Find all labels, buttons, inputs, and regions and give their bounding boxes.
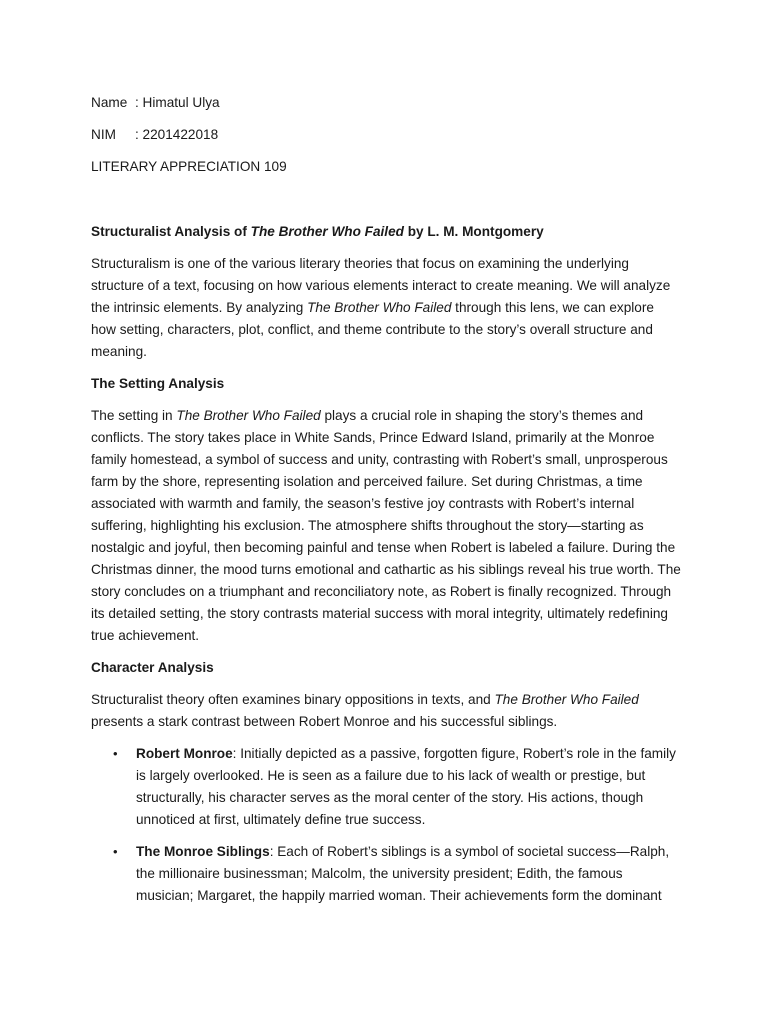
bullet-icon: • (113, 746, 118, 761)
nim-label: NIM (91, 127, 116, 142)
character-text-2: presents a stark contrast between Robert Monroe and his successful siblings. (91, 714, 558, 729)
character-text-1: Structuralist theory often examines binary oppositions in texts, and (91, 692, 495, 707)
nim-value: : 2201422018 (135, 127, 219, 142)
name-label: Name (91, 95, 128, 110)
setting-paragraph (91, 405, 681, 647)
intro-paragraph (91, 253, 681, 363)
title-prefix: Structuralist Analysis of (91, 224, 251, 239)
document-title (91, 221, 681, 243)
list-item (91, 743, 681, 831)
setting-text-1: The setting in (91, 408, 177, 423)
character-paragraph (91, 689, 681, 733)
intro-text-2: through this lens, we can explore how setting, characters, plot, conflict, and theme contribute to the story’s overall structure and meaning. (91, 300, 654, 359)
character-heading: Character Analysis (91, 660, 214, 675)
title-suffix: by L. M. Montgomery (403, 224, 544, 239)
title-work: The Brother Who Failed (250, 224, 404, 239)
bullet-term: Robert Monroe (136, 746, 233, 761)
name-line (91, 92, 220, 114)
bullet-text: : Each of Robert’s siblings is a symbol of societal success—Ralph, the millionaire businessman; Malcolm, the university president; Edith, the famous musician; Margaret, the happily married woman. Their achievements form the dominant (136, 844, 670, 903)
course-line: LITERARY APPRECIATION 109 (91, 159, 287, 174)
bullet-term: The Monroe Siblings (136, 844, 270, 859)
bullet-icon: • (113, 844, 118, 859)
setting-heading: The Setting Analysis (91, 376, 225, 391)
setting-work-title: The Brother Who Failed (176, 408, 321, 423)
intro-text-1: Structuralism is one of the various literary theories that focus on examining the underlying structure of a text, focusing on how various elements interact to create meaning. We will analyze the intrinsic elements. By analyzing (91, 256, 671, 315)
character-work-title: The Brother Who Failed (494, 692, 639, 707)
bullet-text: : Initially depicted as a passive, forgotten figure, Robert’s role in the family is largely overlooked. He is seen as a failure due to his lack of wealth or prestige, but structurally, his character serves as the moral center of the story. His actions, though unnoticed at first, ultimately define true success. (136, 746, 676, 827)
character-bullet-list (91, 743, 681, 907)
list-item (91, 841, 681, 907)
name-value: : Himatul Ulya (135, 95, 220, 110)
nim-line (91, 124, 218, 146)
intro-work-title: The Brother Who Failed (307, 300, 452, 315)
setting-text-2: plays a crucial role in shaping the story’s themes and conflicts. The story takes place in White Sands, Prince Edward Island, primarily at the Monroe family homestead, a symbol of success and unity, contrasting with Robert’s small, unprosperous farm by the shore, representing isolation and perceived failure. Set during Christmas, a time associated with warmth and family, the season’s festive joy contrasts with Robert’s internal suffering, highlighting his exclusion. The atmosphere shifts throughout the story—starting as nostalgic and joyful, then becoming painful and tense when Robert is labeled a failure. During the Christmas dinner, the mood turns emotional and cathartic as his siblings reveal his true worth. The story concludes on a triumphant and reconciliatory note, as Robert is finally recognized. Through its detailed setting, the story contrasts material success with moral integrity, ultimately redefining true achievement. (91, 408, 681, 643)
